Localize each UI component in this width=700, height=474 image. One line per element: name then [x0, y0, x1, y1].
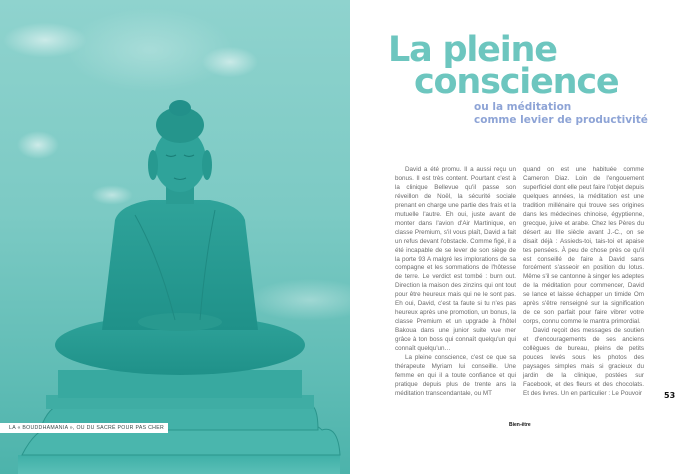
title-line-2: conscience — [414, 62, 619, 102]
paragraph: La pleine conscience, c'est ce que sa thérapeute Myriam lui conseille. Une femme en qui il a toute confiance et qui pratique depuis plus de trente ans la méditation transcendantale, ou MT — [395, 354, 516, 397]
paragraph: quand on est une habituée comme Cameron Diaz. Loin de l'engouement superficiel dont elle peut faire l'objet depuis quelques années, la méditation est une tradition millénaire qui trouve ses origines dans les médecines chinoise, égyptienne, grecque, juive et arabe. Chez les Pères du désert au IIIe siècle avant J.-C., on se disait déjà : Assieds-toi, tais-toi et apaise tes pensées. À peu de chose près ce qu'il est conseillé de faire à David sans forcément s'asseoir en position du lotus. Même s'il se cantonne à singer les adeptes de la méditation pour commencer, David se lance et laisse échapper un timide Om après s'être renseigné sur la signification de ce son parfait pour faire vibrer votre corps, connu comme le mantra primordial. — [523, 166, 644, 326]
page-number: 53 — [664, 391, 676, 400]
paragraph: David a été promu. Il a aussi reçu un bonus. Il est très content. Pourtant c'est à la clinique Bellevue qu'il passe son réveillon de Noël, la sécurité sociale prenant en charge une partie des frais et la mutuelle l'autre. Eh oui, juste avant de monter dans l'avion d'Air Martinique, en classe Premium, s'il vous plaît, David a fait un refus devant l'obstacle. Comme figé, il a été incapable de se lever de son siège de la porte 93 A malgré les implorations de sa compagne et les sommations de l'hôtesse de terre. Le verdict est tombé : burn out. Direction la maison des zinzins qui ont tout pour être heureux mais qui ne le sont pas. Eh oui, David, c'est ta faute si tu n'es pas heureux après une promotion, un bonus, la classe Premium et un upgrade à l'hôtel Bakoua dans une junior suite vue mer grâce à ton boss qui connaît quelqu'un qui connaît quelqu'un… — [395, 166, 516, 353]
section-footer: Bien-être — [509, 422, 531, 428]
title-line-1: La pleine — [388, 30, 557, 70]
article-title — [388, 30, 619, 102]
subtitle-line-1: ou la méditation — [474, 101, 572, 113]
paragraph: David reçoit des messages de soutien et d'encouragements de ses anciens collègues de bureau, pleins de petits pouces levés sous les photos des paysages simples mais si gracieux du jardin de la clinique, postées sur Facebook, et des fleurs et des chocolats. Et des livres. Un en particulier : Le Pouvoir — [523, 327, 644, 397]
text-column-1 — [395, 166, 516, 399]
article-subtitle — [474, 101, 648, 127]
text-column-2 — [523, 166, 644, 399]
subtitle-line-2: comme levier de productivité — [474, 114, 648, 126]
photo-caption: LA « BOUDDHAMANIA », OU DU SACRÉ POUR PAS CHER — [0, 423, 168, 433]
